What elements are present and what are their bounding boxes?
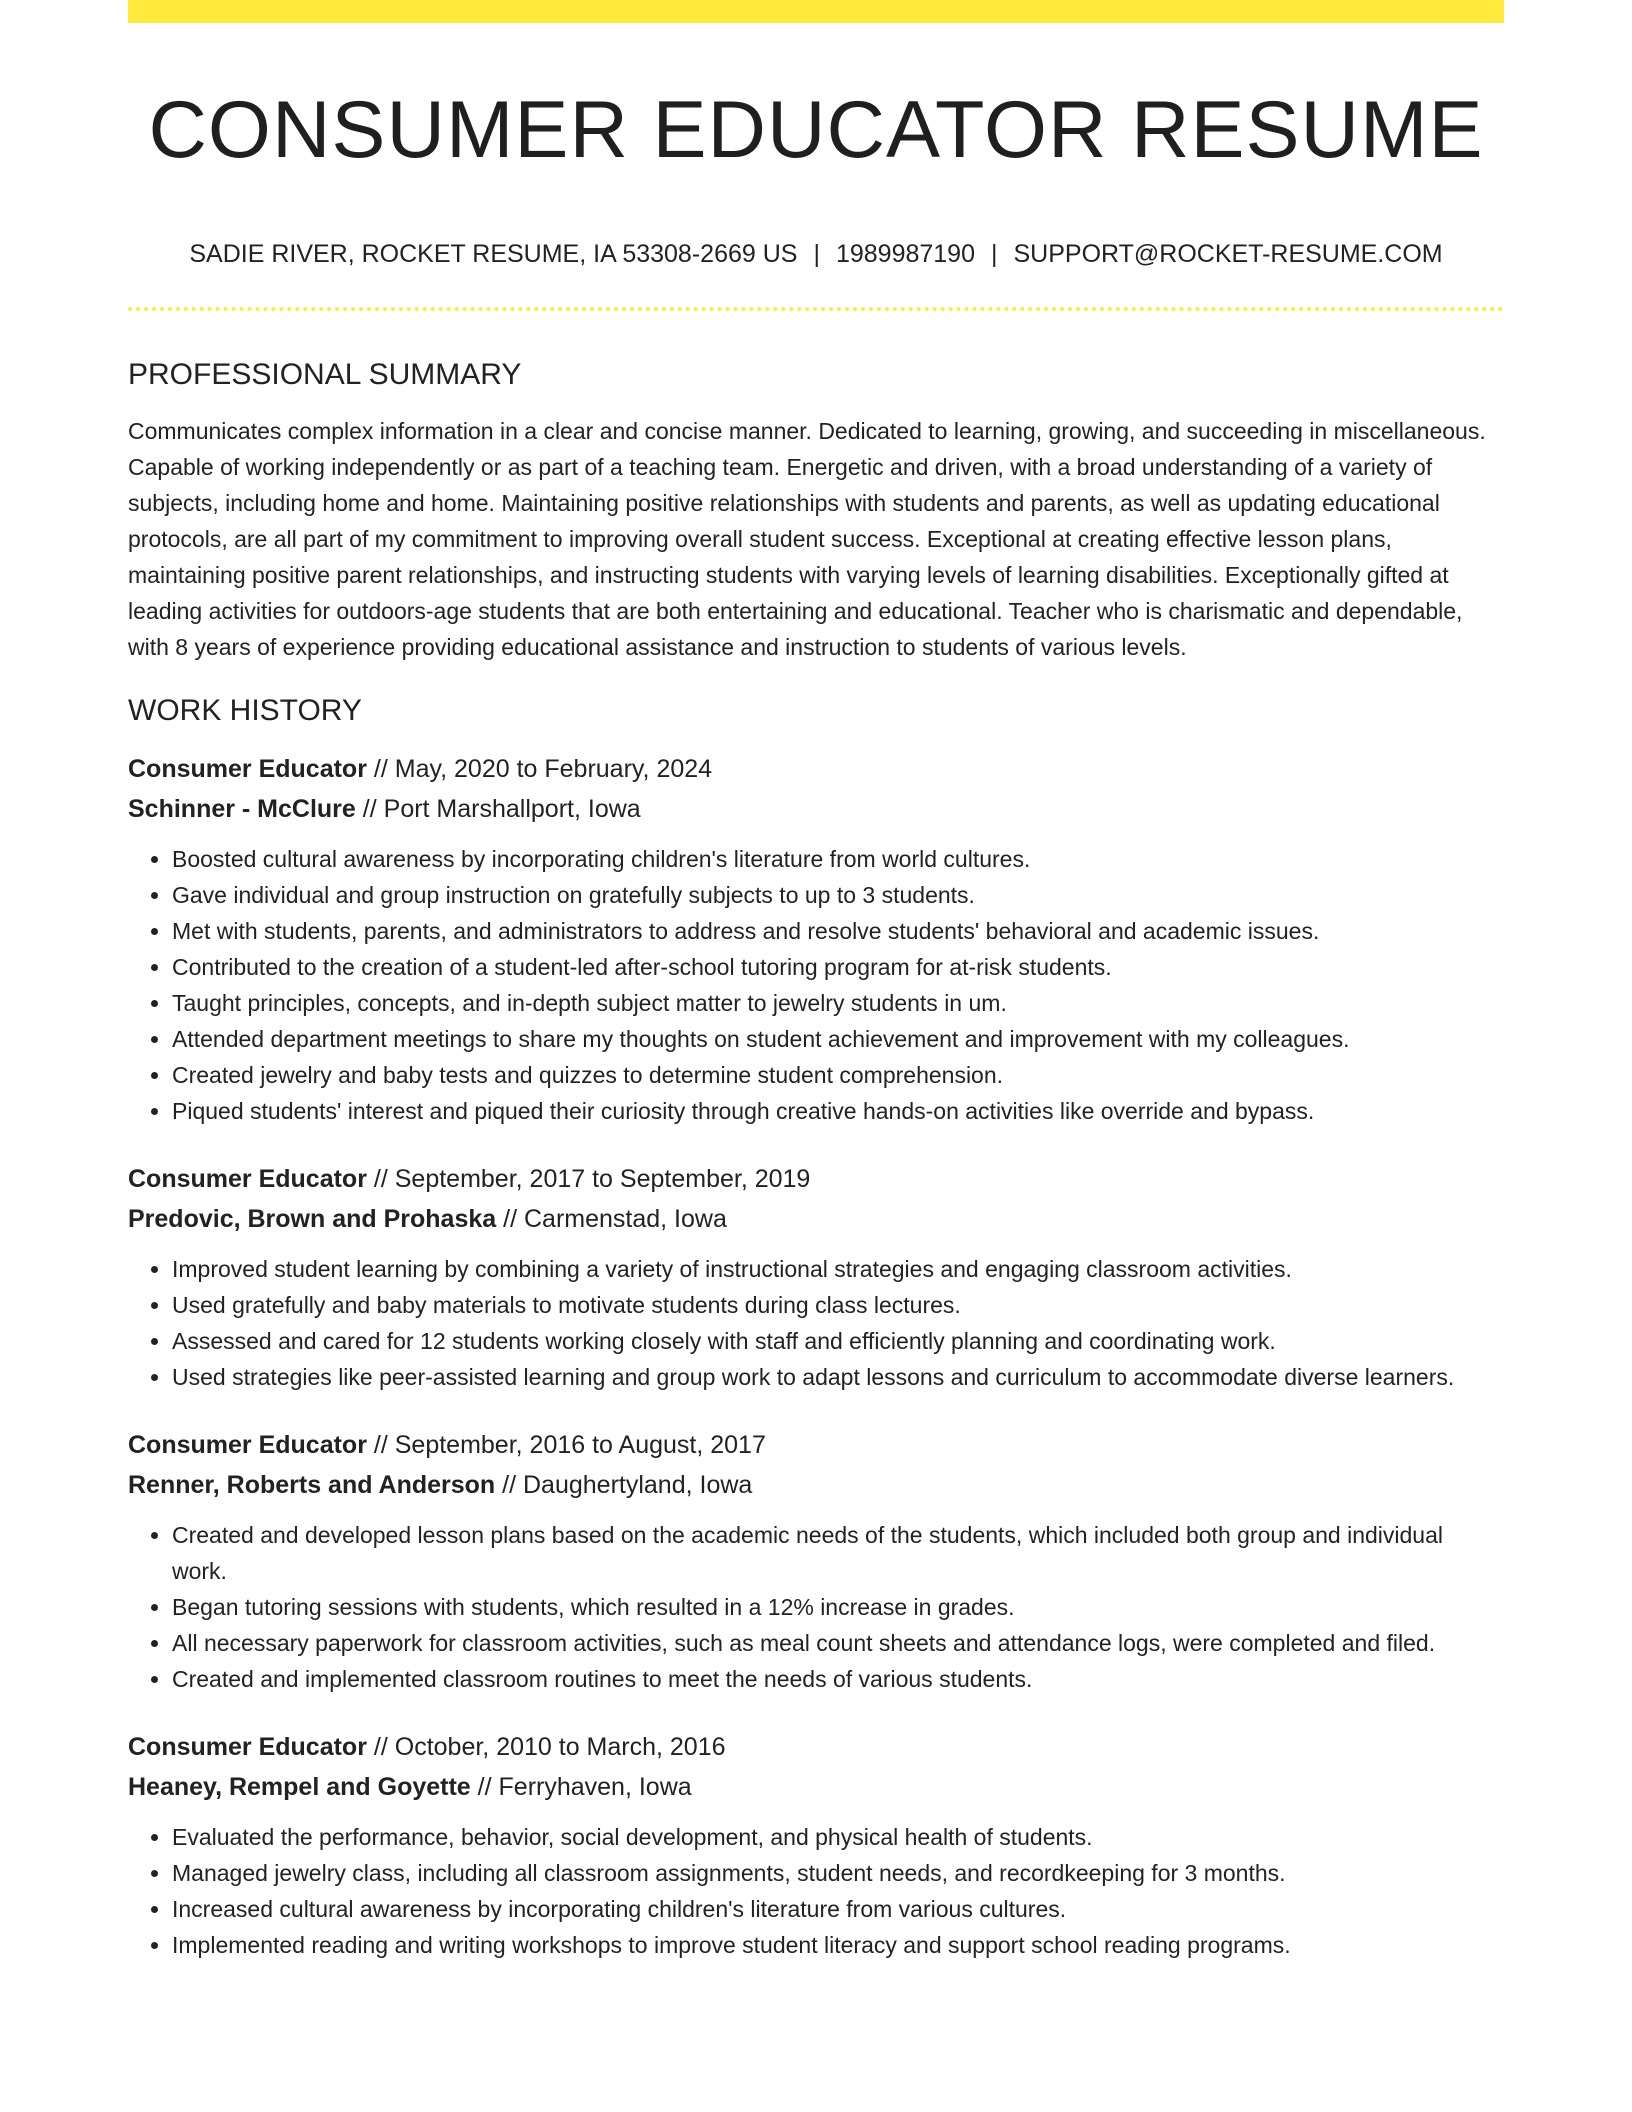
job-dates: May, 2020 to February, 2024: [394, 755, 713, 783]
job-entry: [128, 1159, 1504, 1395]
job-title: Consumer Educator: [128, 1165, 367, 1193]
job-location: Port Marshallport, Iowa: [383, 795, 641, 823]
job-bullet: • Created jewelry and baby tests and quizzes to determine student comprehension.: [172, 1057, 1504, 1093]
job-title-line: [128, 1425, 1504, 1465]
job-title: Consumer Educator: [128, 755, 367, 783]
job-title: Consumer Educator: [128, 1733, 367, 1761]
job-separator: //: [503, 1205, 518, 1233]
job-dates: September, 2017 to September, 2019: [394, 1165, 811, 1193]
job-bullet: • Attended department meetings to share my thoughts on student achievement and improvement with my colleagues.: [172, 1021, 1504, 1057]
job-bullet: • Began tutoring sessions with students, which resulted in a 12% increase in grades.: [172, 1589, 1504, 1625]
job-company-line: [128, 1199, 1504, 1239]
resume-page: [128, 0, 1504, 2112]
job-separator: //: [373, 1165, 388, 1193]
job-title-line: [128, 1159, 1504, 1199]
job-company: Predovic, Brown and Prohaska: [128, 1205, 497, 1233]
job-bullets: [128, 1819, 1504, 1963]
job-bullet: • Contributed to the creation of a student-led after-school tutoring program for at-risk students.: [172, 949, 1504, 985]
job-company-line: [128, 1767, 1504, 1807]
summary-heading: PROFESSIONAL SUMMARY: [128, 358, 522, 391]
accent-bar: [128, 0, 1504, 23]
job-bullet: • Evaluated the performance, behavior, social development, and physical health of students.: [172, 1819, 1504, 1855]
contact-separator: |: [813, 240, 820, 268]
job-title-line: [128, 749, 1504, 789]
contact-line: [128, 238, 1504, 270]
contact-address: SADIE RIVER, ROCKET RESUME, IA 53308-2669 US: [189, 240, 798, 268]
job-bullets: [128, 1251, 1504, 1395]
job-entry: [128, 1727, 1504, 1963]
job-separator: //: [477, 1773, 492, 1801]
job-bullet: • Used strategies like peer-assisted learning and group work to adapt lessons and curriculum to accommodate diverse learners.: [172, 1359, 1504, 1395]
job-separator: //: [373, 1733, 388, 1761]
job-bullet: • All necessary paperwork for classroom activities, such as meal count sheets and attendance logs, were completed and filed.: [172, 1625, 1504, 1661]
resume-title: CONSUMER EDUCATOR RESUME: [148, 85, 1484, 175]
job-location: Ferryhaven, Iowa: [498, 1773, 692, 1801]
job-separator: //: [502, 1471, 517, 1499]
job-location: Carmenstad, Iowa: [523, 1205, 727, 1233]
job-location: Daughertyland, Iowa: [523, 1471, 753, 1499]
job-dates: September, 2016 to August, 2017: [394, 1431, 766, 1459]
job-title-line: [128, 1727, 1504, 1767]
job-bullets: [128, 1517, 1504, 1697]
job-company-line: [128, 789, 1504, 829]
job-bullet: • Met with students, parents, and administrators to address and resolve students' behavioral and academic issues.: [172, 913, 1504, 949]
work-history-heading: WORK HISTORY: [128, 694, 362, 727]
job-company: Schinner - McClure: [128, 795, 356, 823]
job-bullet: • Piqued students' interest and piqued their curiosity through creative hands-on activities like override and bypass.: [172, 1093, 1504, 1129]
job-entry: [128, 749, 1504, 1129]
job-bullet: • Assessed and cared for 12 students working closely with staff and efficiently planning and coordinating work.: [172, 1323, 1504, 1359]
dotted-divider: [128, 307, 1504, 311]
contact-email: SUPPORT@ROCKET-RESUME.COM: [1013, 240, 1443, 268]
resume-content: [128, 355, 1504, 1993]
job-separator: //: [373, 755, 388, 783]
job-bullet: • Implemented reading and writing workshops to improve student literacy and support school reading programs.: [172, 1927, 1504, 1963]
job-title: Consumer Educator: [128, 1431, 367, 1459]
job-bullet: • Managed jewelry class, including all classroom assignments, student needs, and recordkeeping for 3 months.: [172, 1855, 1504, 1891]
job-company: Renner, Roberts and Anderson: [128, 1471, 496, 1499]
contact-phone: 1989987190: [835, 240, 975, 268]
job-separator: //: [373, 1431, 388, 1459]
job-bullet: • Taught principles, concepts, and in-depth subject matter to jewelry students in um.: [172, 985, 1504, 1021]
job-separator: //: [362, 795, 377, 823]
job-bullet: • Increased cultural awareness by incorporating children's literature from various cultures.: [172, 1891, 1504, 1927]
job-bullet: • Boosted cultural awareness by incorporating children's literature from world cultures.: [172, 841, 1504, 877]
job-bullet: • Created and developed lesson plans based on the academic needs of the students, which included both group and individual work.: [172, 1517, 1504, 1589]
job-entry: [128, 1425, 1504, 1697]
summary-text: Communicates complex information in a clear and concise manner. Dedicated to learning, growing, and succeeding in miscellaneous. Capable of working independently or as part of a teaching team. Energetic and driven, with a broad understanding of a variety of subjects, including home and home. Maintaining positive relationships with students and parents, as well as updating educational protocols, are all part of my commitment to improving overall student success. Exceptional at creating effective lesson plans, maintaining positive parent relationships, and instructing students with varying levels of learning disabilities. Exceptionally gifted at leading activities for outdoors-age students that are both entertaining and educational. Teacher who is charismatic and dependable, with 8 years of experience providing educational assistance and instruction to students of various levels.: [128, 418, 1486, 660]
job-bullets: [128, 841, 1504, 1129]
job-company: Heaney, Rempel and Goyette: [128, 1773, 471, 1801]
job-company-line: [128, 1465, 1504, 1505]
job-dates: October, 2010 to March, 2016: [394, 1733, 726, 1761]
contact-separator: |: [991, 240, 998, 268]
job-bullet: • Created and implemented classroom routines to meet the needs of various students.: [172, 1661, 1504, 1697]
job-bullet: • Improved student learning by combining a variety of instructional strategies and engaging classroom activities.: [172, 1251, 1504, 1287]
job-bullet: • Used gratefully and baby materials to motivate students during class lectures.: [172, 1287, 1504, 1323]
job-bullet: • Gave individual and group instruction on gratefully subjects to up to 3 students.: [172, 877, 1504, 913]
